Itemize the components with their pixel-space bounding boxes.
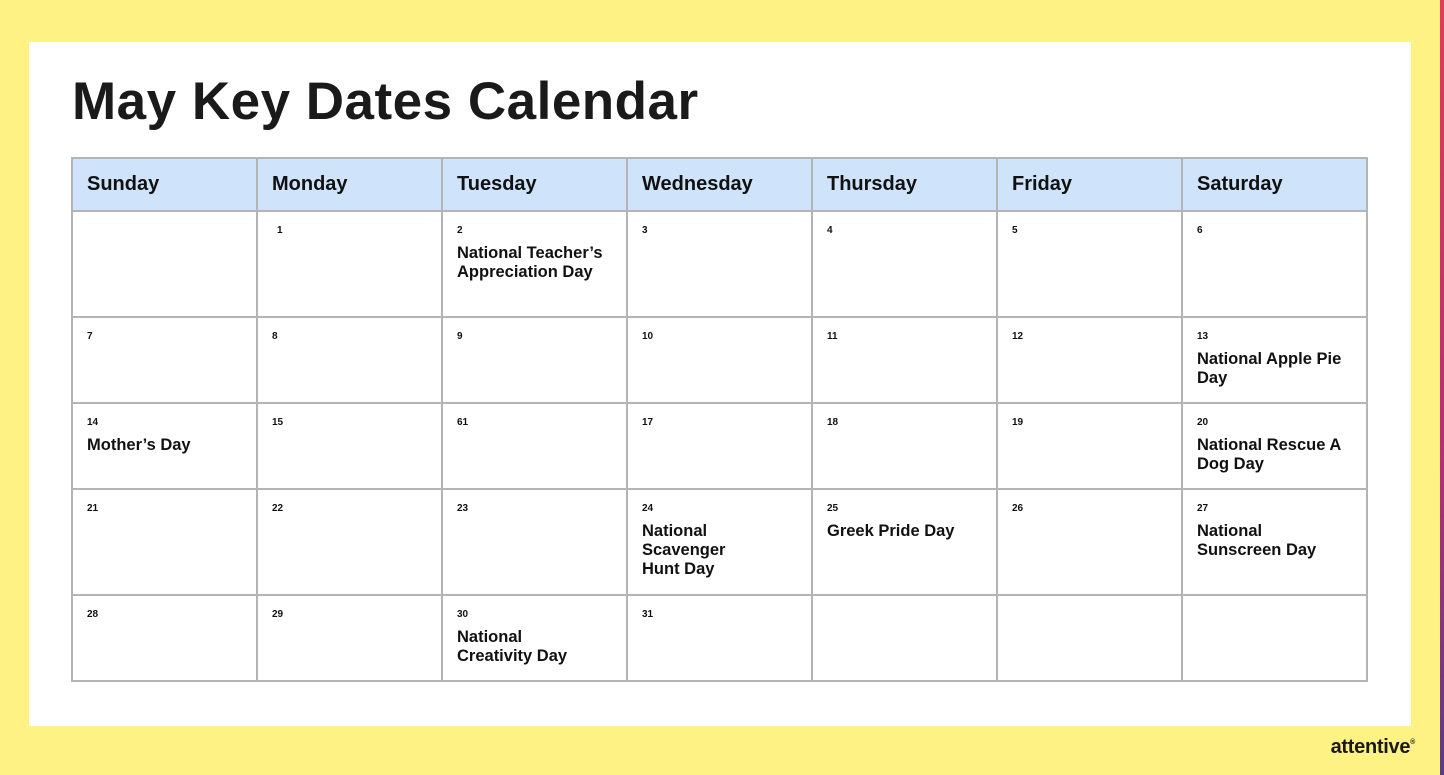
weekday-header: Thursday xyxy=(812,158,997,211)
day-cell xyxy=(72,489,257,595)
brand-logo xyxy=(1331,736,1415,759)
day-number: 1 xyxy=(277,225,283,236)
day-number: 10 xyxy=(642,331,654,342)
day-number: 5 xyxy=(1012,225,1018,236)
day-number: 19 xyxy=(1012,417,1024,428)
day-cell xyxy=(442,211,627,317)
day-cell xyxy=(997,489,1182,595)
day-cell xyxy=(627,489,812,595)
day-cell xyxy=(997,317,1182,403)
day-number: 15 xyxy=(272,417,284,428)
day-cell xyxy=(72,595,257,681)
day-cell xyxy=(812,403,997,489)
event-label: Greek Pride Day xyxy=(827,522,955,540)
day-number: 17 xyxy=(642,417,654,428)
day-number: 3 xyxy=(642,225,648,236)
brand-wordmark: attentive xyxy=(1330,736,1411,758)
day-cell xyxy=(257,595,442,681)
weekday-header: Tuesday xyxy=(442,158,627,211)
event-label: National Rescue A Dog Day xyxy=(1197,436,1341,473)
day-cell xyxy=(1182,595,1367,681)
day-number: 2 xyxy=(457,225,463,236)
page-title: May Key Dates Calendar xyxy=(72,72,699,131)
day-cell xyxy=(627,211,812,317)
day-cell xyxy=(442,489,627,595)
weekday-header: Monday xyxy=(257,158,442,211)
day-number: 7 xyxy=(87,331,93,342)
day-cell xyxy=(1182,317,1367,403)
day-cell xyxy=(1182,211,1367,317)
day-cell xyxy=(72,317,257,403)
day-number: 23 xyxy=(457,503,469,514)
day-number: 11 xyxy=(827,331,838,342)
day-number: 28 xyxy=(87,609,99,620)
day-cell xyxy=(1182,403,1367,489)
day-number: 31 xyxy=(642,609,654,620)
day-number: 4 xyxy=(827,225,833,236)
event-label: National Sunscreen Day xyxy=(1197,522,1317,559)
day-cell xyxy=(812,317,997,403)
event-label: National Creativity Day xyxy=(457,628,568,665)
day-number: 29 xyxy=(272,609,284,620)
weekday-header-row xyxy=(72,158,1367,211)
day-cell xyxy=(72,211,257,317)
day-cell xyxy=(997,211,1182,317)
day-number: 27 xyxy=(1197,503,1209,514)
day-cell xyxy=(442,403,627,489)
day-number: 6 xyxy=(1197,225,1203,236)
event-label: National Teacher’s Appreciation Day xyxy=(457,244,603,281)
day-number: 14 xyxy=(87,417,99,428)
day-cell xyxy=(442,595,627,681)
day-number: 13 xyxy=(1197,331,1209,342)
day-cell xyxy=(812,595,997,681)
day-number: 24 xyxy=(642,503,654,514)
day-cell xyxy=(72,403,257,489)
registered-mark-icon: ® xyxy=(1410,739,1415,746)
day-cell xyxy=(627,317,812,403)
day-number: 20 xyxy=(1197,417,1209,428)
day-number: 61 xyxy=(457,417,469,428)
event-label: National Apple Pie Day xyxy=(1197,350,1342,387)
day-number: 26 xyxy=(1012,503,1024,514)
calendar-grid xyxy=(71,157,1368,682)
week-row xyxy=(72,317,1367,403)
week-row xyxy=(72,211,1367,317)
day-number: 25 xyxy=(827,503,839,514)
day-cell xyxy=(257,403,442,489)
day-cell xyxy=(257,317,442,403)
event-label: Mother’s Day xyxy=(87,436,191,454)
weekday-header: Friday xyxy=(997,158,1182,211)
day-number: 12 xyxy=(1012,331,1024,342)
day-cell xyxy=(442,317,627,403)
week-row xyxy=(72,489,1367,595)
day-number: 9 xyxy=(457,331,463,342)
day-cell xyxy=(627,595,812,681)
day-number: 22 xyxy=(272,503,284,514)
event-label: National Scavenger Hunt Day xyxy=(642,522,726,578)
day-cell xyxy=(812,211,997,317)
weekday-header: Sunday xyxy=(72,158,257,211)
weekday-header: Saturday xyxy=(1182,158,1367,211)
day-number: 30 xyxy=(457,609,469,620)
weekday-header: Wednesday xyxy=(627,158,812,211)
day-cell xyxy=(1182,489,1367,595)
day-cell xyxy=(257,489,442,595)
edge-accent-strip xyxy=(1440,0,1444,775)
week-row xyxy=(72,595,1367,681)
day-cell xyxy=(997,595,1182,681)
day-number: 21 xyxy=(87,503,99,514)
week-row xyxy=(72,403,1367,489)
day-number: 18 xyxy=(827,417,839,428)
day-cell xyxy=(997,403,1182,489)
day-cell xyxy=(812,489,997,595)
day-number: 8 xyxy=(272,331,278,342)
day-cell xyxy=(257,211,442,317)
day-cell xyxy=(627,403,812,489)
